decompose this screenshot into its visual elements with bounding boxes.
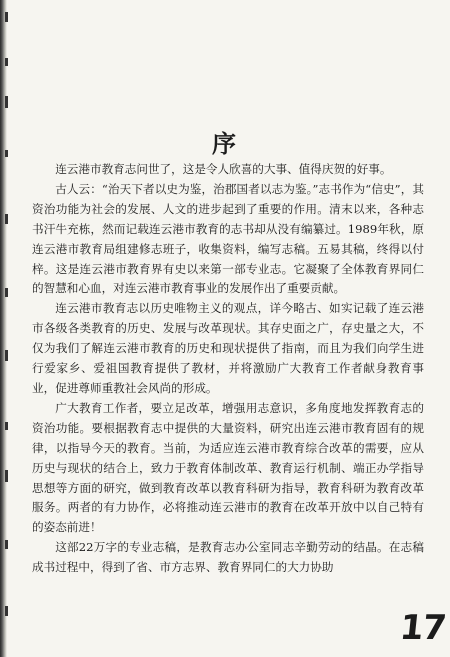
binding-specks: [5, 0, 11, 657]
paragraph: 连云港市教育志问世了，这是令人欣喜的大事、值得庆贺的好事。: [55, 162, 392, 176]
paragraph: 连云港市教育志以历史唯物主义的观点，详今略古、如实记载了连云港市各级各类教育的历史、发展与改革现状。其存史面之广，存史量之大，不仅为我们了解连云港市教育的历史和现状提供了指南，而且为我们向学生进行爱家乡、爱祖国教育提供了教材，并将激励广大教育工作者献身教育事业，促进尊师重教社会风尚的形成。: [32, 301, 424, 395]
preface-body: [32, 160, 424, 578]
page-number: 17: [397, 608, 448, 648]
paragraph: 这部22万字的专业志稿，是教育志办公室同志辛勤劳动的结晶。在志稿成书过程中，得到了省、市方志界、教育界同仁的大力协助: [32, 540, 424, 575]
page-title: 序: [212, 129, 238, 158]
paragraph: 古人云：“治天下者以史为鉴，治郡国者以志为鉴。”志书作为“信史”，其资治功能为社会的发展、人文的进步起到了重要的作用。清末以来，各种志书汗牛充栋，然而记载连云港市教育的志书却从没有编纂过。1989年秋，原连云港市教育局组建修志班子，收集资料，编写志稿。五易其稿，终得以付梓。这是连云港市教育界有史以来第一部专业志。它凝聚了全体教育界同仁的智慧和心血，对连云港市教育事业的发展作出了重要贡献。: [32, 181, 424, 296]
paragraph: 广大教育工作者，要立足改革，增强用志意识，多角度地发挥教育志的资治功能。要根据教育志中提供的大量资料，研究出连云港市教育固有的规律，以指导今天的教育。当前，为适应连云港市教育综合改革的需要，应从历史与现状的结合上，致力于教育体制改革、教育运行机制、端正办学指导思想等方面的研究，做到教育改革以教育科研为指导，教育科研为教育改革服务。两者的有力协作，必将推动连云港市的教育在改革开放中以自己特有的姿态前进！: [32, 400, 424, 535]
